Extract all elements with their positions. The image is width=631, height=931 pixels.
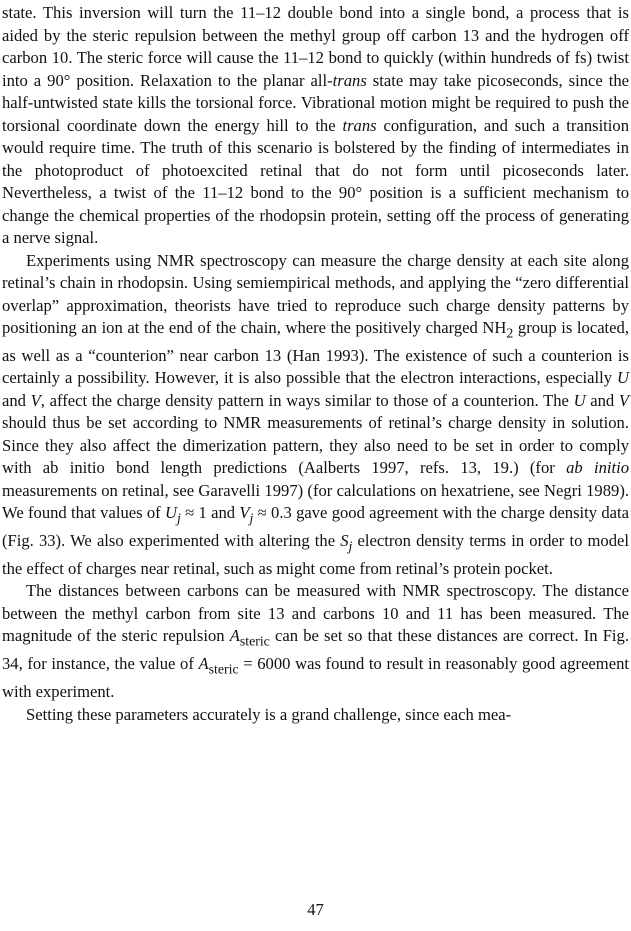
italic-term: U [164, 503, 177, 523]
text-run: , affect the charge density pattern in ways similar to those of a counterion. The [40, 390, 574, 410]
paragraph [2, 704, 629, 727]
italic-term: A [198, 654, 209, 674]
subscript: j [348, 538, 353, 554]
text-run: The distances between carbons can be measured with NMR spectroscopy. The distance between the methyl carbon from site 13 and carbons 10 and 11 has been measured. The magnitude of the steric repulsion [2, 581, 629, 646]
italic-term: A [229, 626, 240, 646]
italic-term: ab initio [566, 458, 629, 478]
subscript: steric [208, 661, 239, 677]
text-run: Experiments using NMR spectroscopy can measure the charge density at each site along retinal’s chain in rhodopsin. Using semiempirical methods, and applying the “zero differential overlap” approximation, theorists have tried to reproduce such charge density patterns by positioning an ion at the end of the chain, where the positively charged NH [2, 250, 629, 337]
text-run: state may take picoseconds, since the half-untwisted state kills the torsional force. Vibrational motion might be required to push the torsional coordinate down the energy hill to the [2, 70, 629, 135]
text-run: ≈ 1 and [180, 503, 240, 523]
italic-term: trans [342, 115, 377, 135]
body-text [2, 2, 629, 726]
text-run: configuration, and such a transition would require time. The truth of this scenario is bolstered by the finding of intermediates in the photoproduct of photoexcited retinal that do not form until picoseconds later. Nevertheless, a twist of the 11–12 bond to the 90° position is a sufficient mechanism to change the chemical properties of the rhodopsin protein, setting off the process of generating a nerve signal. [2, 115, 629, 247]
italic-term: V [618, 390, 629, 410]
text-run: can be set so that these distances are correct. In Fig. 34, for instance, the value of [2, 626, 629, 674]
text-run: should thus be set according to NMR measurements of retinal’s charge density in solution. Since they also affect the dimerization pattern, they also need to be set in order to comply with ab initio bond length predictions (Aalberts 1997, refs. 13, 19.) (for [2, 413, 629, 478]
paragraph [2, 2, 629, 250]
italic-term: U [573, 390, 586, 410]
paragraph [2, 580, 629, 703]
text-run: measurements on retinal, see Garavelli 1997) (for calculations on hexatriene, see Negri 1989). We found that values of [2, 480, 629, 523]
italic-term: U [617, 368, 629, 388]
subscript: 2 [506, 325, 514, 341]
page-number: 47 [307, 900, 324, 919]
subscript: j [176, 510, 181, 526]
paragraph [2, 250, 629, 581]
text-run: electron density terms in order to model the effect of charges near retinal, such as might come from retinal’s protein pocket. [2, 531, 629, 578]
text-run: = 6000 was found to result in reasonably good agreement with experiment. [2, 654, 629, 702]
subscript: steric [239, 633, 270, 649]
text-run: group is located, as well as a “counterion” near carbon 13 (Han 1993). The existence of such a counterion is certainly a possibility. However, it is also possible that the electron interactions, especially [2, 318, 629, 388]
text-run: and [585, 390, 619, 410]
italic-term: trans [332, 70, 367, 90]
subscript: j [249, 510, 254, 526]
italic-term: V [239, 503, 250, 523]
italic-term: V [30, 390, 41, 410]
text-run: Setting these parameters accurately is a grand challenge, since each mea- [26, 704, 512, 724]
italic-term: S [340, 531, 349, 551]
text-run: and [2, 390, 31, 410]
text-run: ≈ 0.3 gave good agreement with the charge density data (Fig. 33). We also experimented with altering the [2, 503, 629, 551]
text-run: state. This inversion will turn the 11–12 double bond into a single bond, a process that is aided by the steric repulsion between the methyl group off carbon 13 and the hydrogen off carbon 10. The steric force will cause the 11–12 bond to quickly (within hundreds of fs) twist into a 90° position. Relaxation to the planar all- [2, 3, 629, 90]
